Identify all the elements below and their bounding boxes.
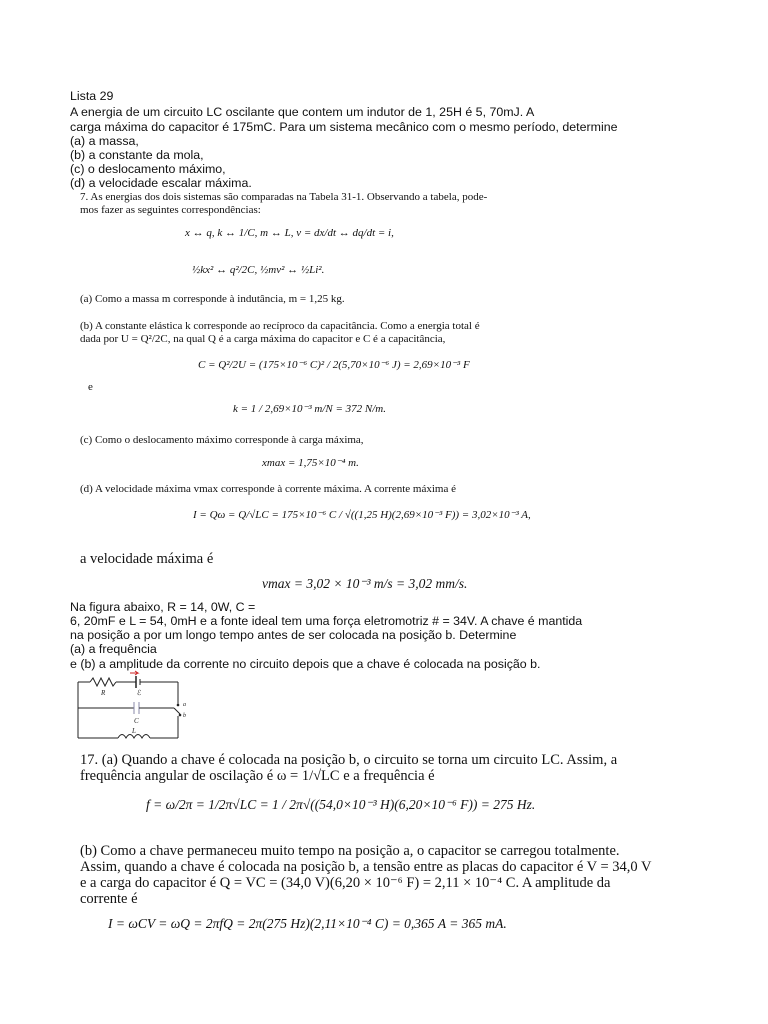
- problem-line: (b) a constante da mola,: [70, 148, 204, 162]
- circuit-diagram: [70, 670, 195, 745]
- solution-part-c: (c) Como o deslocamento máximo corresponde à carga máxima,: [80, 434, 364, 446]
- problem-line: (c) o deslocamento máximo,: [70, 162, 226, 176]
- problem-line: A energia de um circuito LC oscilante que contem um indutor de 1, 25H é 5, 70mJ. A: [70, 105, 535, 119]
- solution-part-b: (b) A constante elástica k corresponde ao recíproco da capacitância. Como a energia total é: [80, 320, 480, 332]
- solution-part-b: Assim, quando a chave é colocada na posição b, a tensão entre as placas do capacitor é V = 34,0 V: [80, 859, 652, 875]
- equation-max-velocity: vmax = 3,02 × 10⁻³ m/s = 3,02 mm/s.: [262, 576, 468, 591]
- solution-part-d: (d) A velocidade máxima vmax corresponde à corrente máxima. A corrente máxima é: [80, 483, 456, 495]
- problem-line: Na figura abaixo, R = 14, 0W, C =: [70, 600, 256, 614]
- equation-capacitance: C = Q²/2U = (175×10⁻⁶ C)² / 2(5,70×10⁻⁶ J) = 2,69×10⁻³ F: [198, 359, 470, 371]
- solution-text: e: [88, 381, 93, 393]
- problem-line: 6, 20mF e L = 54, 0mH e a fonte ideal tem uma força eletromotriz # = 34V. A chave é mantida: [70, 614, 583, 628]
- equation-spring-constant: k = 1 / 2,69×10⁻³ m/N = 372 N/m.: [233, 403, 386, 415]
- label-L: L: [132, 727, 136, 735]
- solution-part-b: (b) Como a chave permaneceu muito tempo na posição a, o capacitor se carregou totalmente.: [80, 843, 620, 859]
- label-b: b: [183, 713, 186, 719]
- solution-part-b: corrente é: [80, 891, 138, 907]
- equation-max-displacement: xmax = 1,75×10⁻⁴ m.: [262, 457, 359, 469]
- problem-line: na posição a por um longo tempo antes de ser colocada na posição b. Determine: [70, 628, 517, 642]
- label-R: R: [101, 689, 106, 697]
- problem-line: (a) a massa,: [70, 134, 139, 148]
- solution-text: a velocidade máxima é: [80, 551, 214, 567]
- resistor-icon: [90, 678, 116, 686]
- solution-part-a: (a) Como a massa m corresponde à indutância, m = 1,25 kg.: [80, 293, 345, 305]
- problem-line: (d) a velocidade escalar máxima.: [70, 176, 252, 190]
- problem-line: (a) a frequência: [70, 642, 157, 656]
- equation-frequency: f = ω/2π = 1/2π√LC = 1 / 2π√((54,0×10⁻³ H)(6,20×10⁻⁶ F)) = 275 Hz.: [146, 797, 536, 812]
- label-a: a: [183, 702, 186, 708]
- problem-title: Lista 29: [70, 89, 114, 103]
- solution-part-b: dada por U = Q²/2C, na qual Q é a carga máxima do capacitor e C é a capacitância,: [80, 333, 446, 345]
- equation-correspondence: x ↔ q, k ↔ 1/C, m ↔ L, v = dx/dt ↔ dq/dt = i,: [185, 227, 394, 239]
- solution-part-b: e a carga do capacitor é Q = VC = (34,0 V)(6,20 × 10⁻⁶ F) = 2,11 × 10⁻⁴ C. A amplitude da: [80, 875, 611, 891]
- label-C: C: [134, 717, 139, 725]
- solution-part-a: 17. (a) Quando a chave é colocada na posição b, o circuito se torna um circuito LC. Assim, a: [80, 752, 618, 768]
- problem-line: e (b) a amplitude da corrente no circuito depois que a chave é colocada na posição b.: [70, 657, 541, 671]
- label-emf: ℰ: [137, 689, 142, 697]
- inductor-icon: [118, 735, 150, 739]
- problem-line: carga máxima do capacitor é 175mC. Para um sistema mecânico com o mesmo período, determine: [70, 120, 618, 134]
- equation-current-amplitude: I = ωCV = ωQ = 2πfQ = 2π(275 Hz)(2,11×10⁻⁴ C) = 0,365 A = 365 mA.: [108, 916, 507, 931]
- solution-text: 7. As energias dos dois sistemas são comparadas na Tabela 31-1. Observando a tabela, pode-: [80, 191, 488, 203]
- solution-part-a: frequência angular de oscilação é ω = 1/√LC e a frequência é: [80, 768, 435, 784]
- equation-max-current: I = Qω = Q/√LC = 175×10⁻⁶ C / √((1,25 H)(2,69×10⁻³ F)) = 3,02×10⁻³ A,: [193, 509, 531, 521]
- equation-energy: ½kx² ↔ q²/2C, ½mv² ↔ ½Li².: [192, 264, 325, 276]
- solution-text: mos fazer as seguintes correspondências:: [80, 204, 261, 216]
